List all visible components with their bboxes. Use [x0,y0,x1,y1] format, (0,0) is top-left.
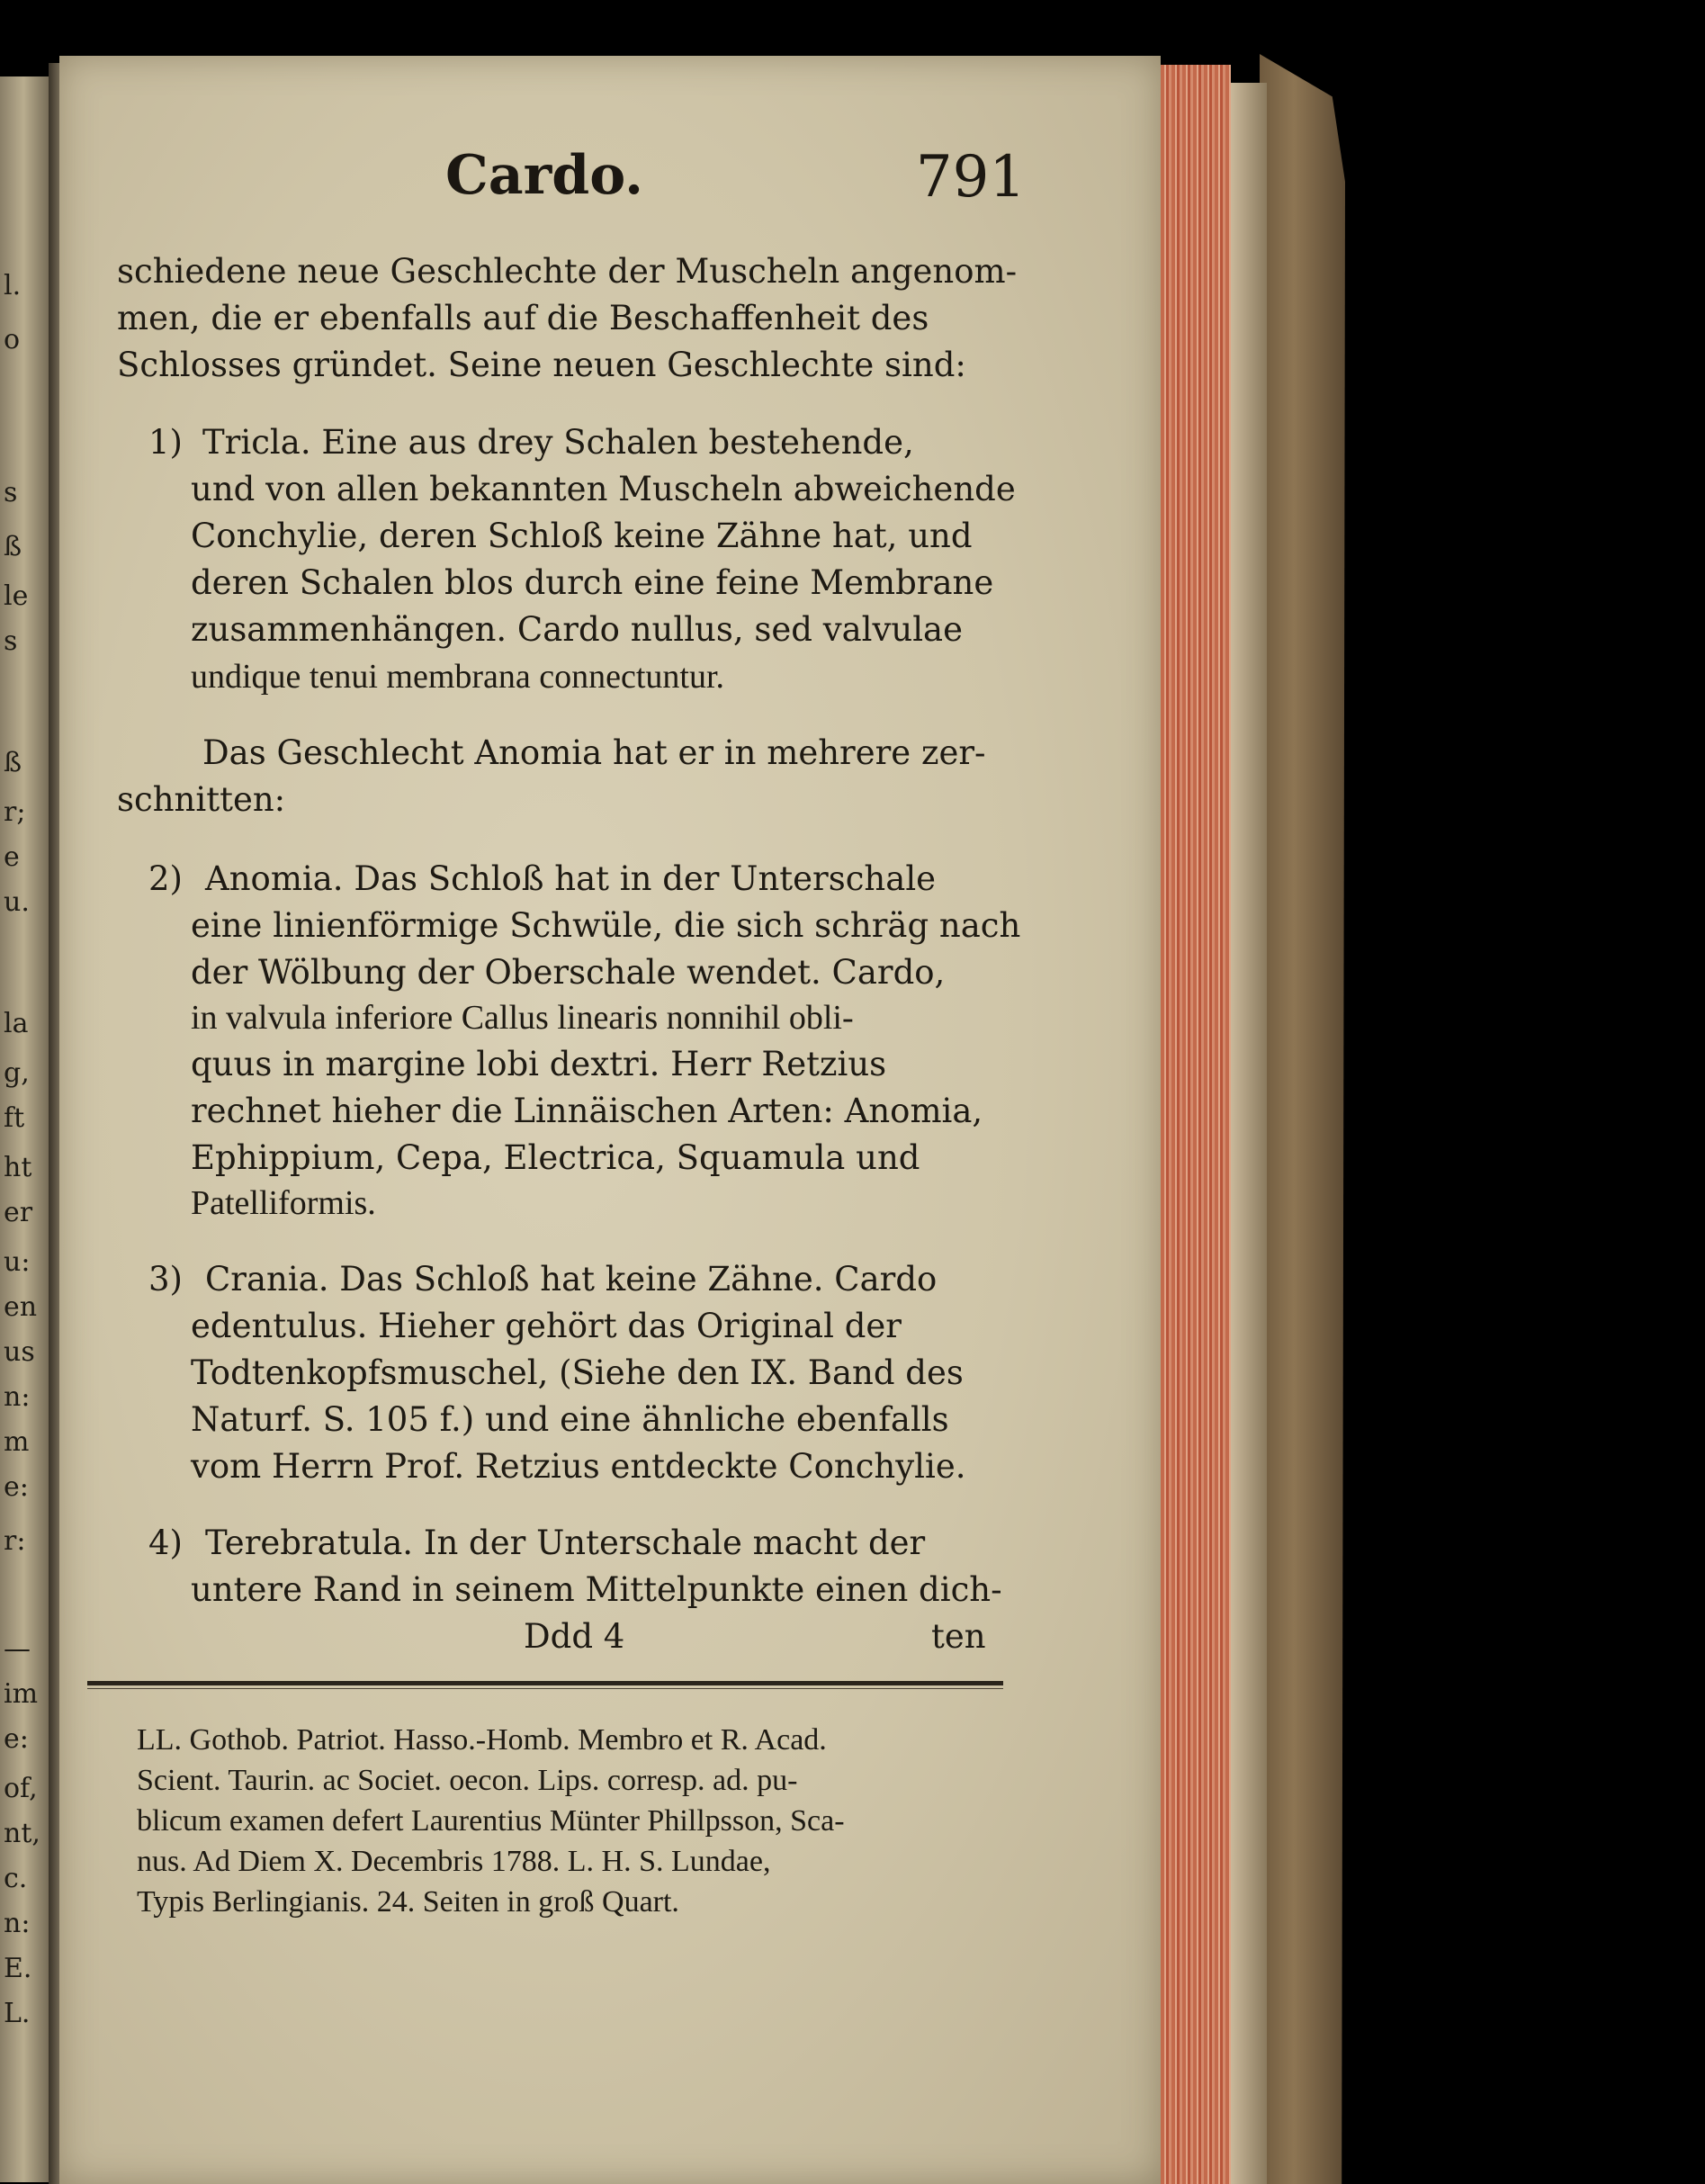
left-fragment: n: [4,1908,31,1939]
text-line: Terebratula. In der Unterschale macht der [205,1523,926,1562]
running-header [445,144,1026,225]
text-line: deren Schalen blos durch eine feine Membrane [191,563,994,602]
text-line: rechnet hieher die Linnäischen Arten: Anomia, [191,1092,983,1130]
left-fragment: E. [4,1953,32,1984]
left-fragment: u. [4,886,30,918]
text-line: men, die er ebenfalls auf die Beschaffenheit des [117,299,929,337]
text-line: und von allen bekannten Muscheln abweichende [191,470,1016,508]
text-line: Crania. Das Schloß hat keine Zähne. Cardo [205,1260,938,1299]
left-fragment: e: [4,1723,29,1755]
left-fragment: u: [4,1246,31,1278]
footnote-line: LL. Gothob. Patriot. Hasso.-Homb. Membro et R. Acad. [137,1723,827,1757]
left-fragment: la [4,1008,29,1039]
text-line: edentulus. Hieher gehört das Original der [191,1307,902,1345]
text-line: untere Rand in seinem Mittelpunkte einen dich- [191,1570,1002,1609]
entry-number: 2) [148,859,183,898]
left-fragment: us [4,1336,35,1368]
left-fragment: ß [4,747,22,778]
text-line: Tricla. Eine aus drey Schalen bestehende, [202,423,914,462]
left-fragment: c. [4,1863,28,1894]
text-line: Conchylie, deren Schloß keine Zähne hat, und [191,517,973,555]
signature-mark: Ddd 4 [524,1617,625,1656]
text-line: undique tenui membrana connectuntur. [191,658,725,696]
left-fragment: s [4,625,18,657]
left-fragment: n: [4,1381,31,1413]
left-fragment: er [4,1197,33,1228]
text-line: vom Herrn Prof. Retzius entdeckte Conchylie. [191,1447,966,1486]
text-line: schiedene neue Geschlechte der Muscheln angenom- [117,252,1018,291]
text-line: schnitten: [117,780,286,819]
catchword: ten [931,1617,986,1656]
left-fragment: nt, [4,1818,40,1849]
text-line: Ephippium, Cepa, Electrica, Squamula und [191,1138,920,1177]
footnote-line: nus. Ad Diem X. Decembris 1788. L. H. S. Lundae, [137,1845,771,1878]
left-fragment: r; [4,796,26,828]
entry-number: 1) [148,423,183,462]
footnote-line: Scient. Taurin. ac Societ. oecon. Lips. corresp. ad. pu- [137,1764,798,1797]
left-fragment: s [4,477,18,508]
footnote-line: Typis Berlingianis. 24. Seiten in groß Quart. [137,1885,679,1919]
entry-number: 3) [148,1260,183,1299]
left-fragment: l. [4,270,22,301]
text-line: quus in margine lobi dextri. Herr Retzius [191,1045,887,1083]
left-fragment: of, [4,1773,38,1804]
text-line: zusammenhängen. Cardo nullus, sed valvulae [191,610,964,649]
page-title: Cardo. [445,144,644,207]
page-block-edge [1231,83,1267,2184]
left-fragment: g, [4,1057,30,1089]
left-fragment: e: [4,1471,29,1503]
entry-number: 4) [148,1523,183,1562]
left-fragment: m [4,1426,30,1458]
footnote-rule-thin [87,1688,1003,1689]
text-line: Das Geschlecht Anomia hat er in mehrere zer- [202,733,986,772]
left-fragment: e [4,841,20,873]
footnote-line: blicum examen defert Laurentius Münter Phillpsson, Sca- [137,1804,845,1838]
left-fragment: im [4,1678,39,1710]
left-fragment: ht [4,1152,32,1183]
book-cover-edge [1260,54,1345,2184]
left-fragment: L. [4,1998,31,2029]
text-line: eine linienförmige Schwüle, die sich schräg nach [191,906,1021,945]
text-line: Anomia. Das Schloß hat in der Unterschale [205,859,937,898]
left-fragment: en [4,1291,38,1323]
page-number: 791 [915,144,1026,211]
left-page-edge [0,76,52,2182]
footnote-rule [87,1681,1003,1685]
text-line: in valvula inferiore Callus linearis nonnihil obli- [191,999,854,1037]
left-fragment: r: [4,1525,26,1557]
text-line: Schlosses gründet. Seine neuen Geschlechte sind: [117,346,966,384]
left-fragment: le [4,580,29,612]
text-line: Patelliformis. [191,1184,376,1222]
left-fragment: ft [4,1102,25,1134]
text-line: Naturf. S. 105 f.) und eine ähnliche ebenfalls [191,1400,949,1439]
left-fragment: o [4,324,21,355]
left-fragment: — [4,1633,31,1665]
left-fragment: ß [4,531,22,562]
text-line: der Wölbung der Oberschale wendet. Cardo, [191,953,946,992]
text-line: Todtenkopfsmuschel, (Siehe den IX. Band des [191,1353,964,1392]
